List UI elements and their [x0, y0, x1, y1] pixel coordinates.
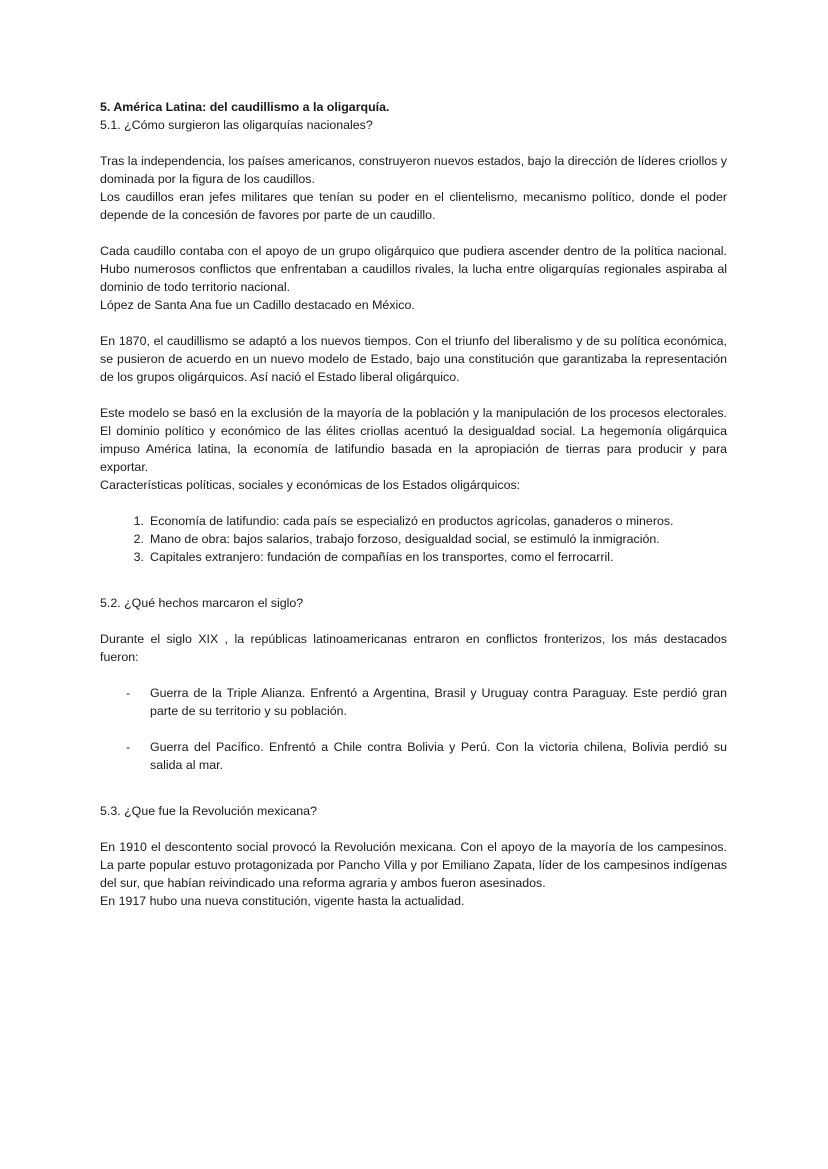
list-number: 1.: [133, 514, 144, 528]
list-item: [133, 512, 727, 530]
list-item: [126, 684, 727, 720]
paragraph-constitucion-1917: En 1917 hubo una nueva constitución, vigente hasta la actualidad.: [100, 894, 465, 908]
dash-bullet: -: [126, 686, 131, 700]
paragraph-modelo: Este modelo se basó en la exclusión de la mayoría de la población y la manipulación de los procesos electorales. El dominio político y económico de las élites criollas acentuó la desigualdad social. La hegemonía oligárquica impuso América latina, la economía de latifundio basada en la apropiación de tierras para producir y para exportar.: [100, 406, 727, 474]
paragraph-1870: En 1870, el caudillismo se adaptó a los nuevos tiempos. Con el triunfo del liberalismo y de su política económica, se pusieron de acuerdo en un nuevo modelo de Estado, bajo una constitución que garantizaba la representación de los grupos oligárquicos. Así nació el Estado liberal oligárquico.: [100, 334, 727, 384]
list-item-text: Guerra del Pacífico. Enfrentó a Chile contra Bolivia y Perú. Con la victoria chilena, Bolivia perdió su salida al mar.: [150, 740, 727, 772]
paragraph-grupo-oligarquico: Cada caudillo contaba con el apoyo de un grupo oligárquico que pudiera ascender dentro de la política nacional. Hubo numerosos conflictos que enfrentaban a caudillos rivales, la lucha entre oligarquías regionales aspiraba al dominio de todo territorio nacional.: [100, 244, 727, 294]
list-item-text: Mano de obra: bajos salarios, trabajo forzoso, desigualdad social, se estimuló la inmigración.: [150, 532, 660, 546]
section-heading-5-3: 5.3. ¿Que fue la Revolución mexicana?: [100, 804, 317, 818]
list-item: [133, 530, 727, 548]
paragraph-independencia: Tras la independencia, los países americanos, construyeron nuevos estados, bajo la dirección de líderes criollos y dominada por la figura de los caudillos.: [100, 154, 727, 186]
paragraph-caudillos: Los caudillos eran jefes militares que tenían su poder en el clientelismo, mecanismo político, donde el poder depende de la concesión de favores por parte de un caudillo.: [100, 190, 727, 222]
list-spacer: [150, 720, 727, 738]
list-number: 3.: [133, 550, 144, 564]
list-item-text: Guerra de la Triple Alianza. Enfrentó a Argentina, Brasil y Uruguay contra Paraguay. Este perdió gran parte de su territorio y su población.: [150, 686, 727, 718]
conflictos-list: [100, 684, 727, 774]
section-heading-5-2: 5.2. ¿Qué hechos marcaron el siglo?: [100, 596, 304, 610]
list-item-text: Economía de latifundio: cada país se especializó en productos agrícolas, ganaderos o mineros.: [150, 514, 674, 528]
list-item-text: Capitales extranjero: fundación de compañías en los transportes, como el ferrocarril.: [150, 550, 614, 564]
section-heading-5-1: 5.1. ¿Cómo surgieron las oligarquías nacionales?: [100, 118, 373, 132]
paragraph-siglo-xix: Durante el siglo XIX , la repúblicas latinoamericanas entraron en conflictos fronterizos, los más destacados fueron:: [100, 632, 727, 664]
document-page: [100, 98, 727, 910]
list-number: 2.: [133, 532, 144, 546]
paragraph-santa-ana: López de Santa Ana fue un Cadillo destacado en México.: [100, 298, 415, 312]
dash-bullet: -: [126, 740, 131, 754]
paragraph-revolucion: En 1910 el descontento social provocó la Revolución mexicana. Con el apoyo de la mayoría de los campesinos. La parte popular estuvo protagonizada por Pancho Villa y por Emiliano Zapata, líder de los campesinos indígenas del sur, que habían reivindicado una reforma agraria y ambos fueron asesinados.: [100, 840, 727, 890]
caracteristicas-list: [100, 512, 727, 566]
list-item: [133, 548, 727, 566]
list-item: [126, 738, 727, 774]
document-title: 5. América Latina: del caudillismo a la oligarquía.: [100, 100, 390, 114]
paragraph-caracteristicas-intro: Características políticas, sociales y económicas de los Estados oligárquicos:: [100, 478, 521, 492]
